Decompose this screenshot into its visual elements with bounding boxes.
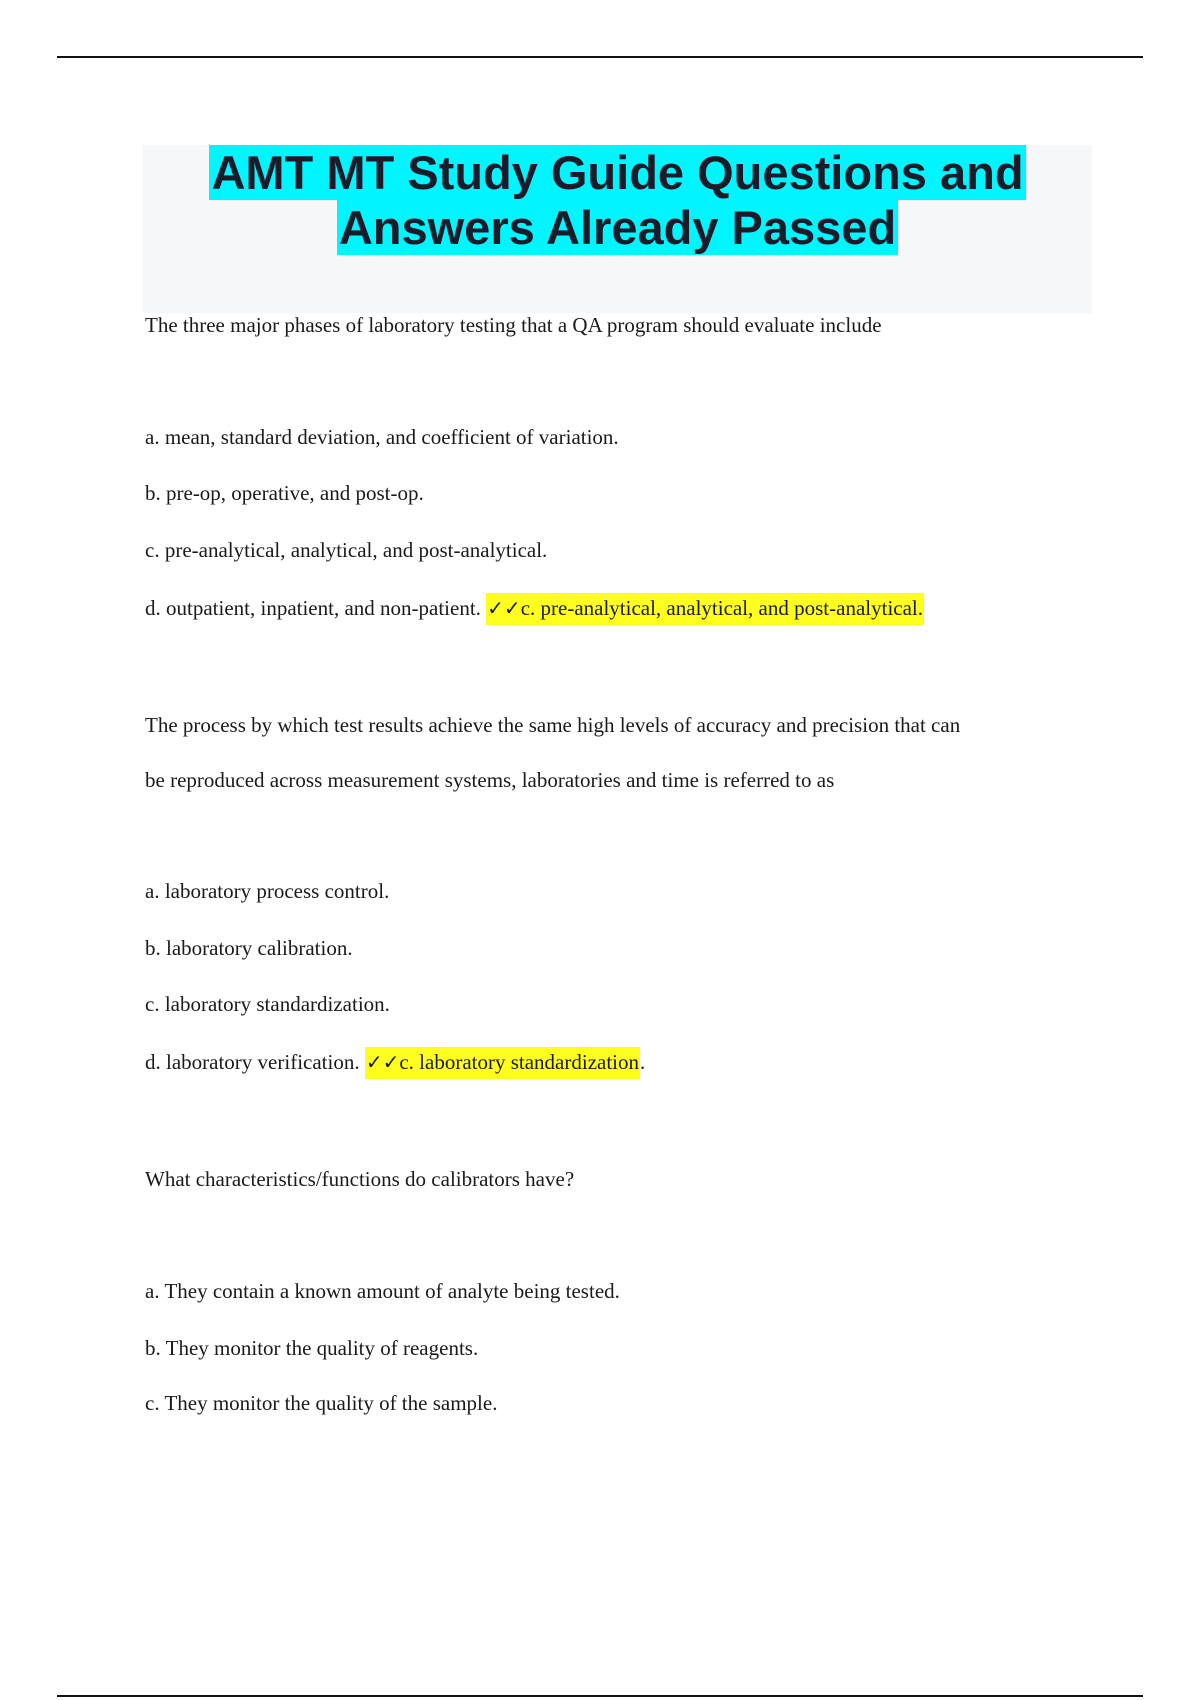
question-2-option-b: b. laboratory calibration. (145, 936, 353, 960)
question-2-option-a: a. laboratory process control. (145, 879, 390, 903)
question-1-stem: The three major phases of laboratory testing that a QA program should evaluate include (145, 313, 882, 337)
document-title (143, 145, 1092, 255)
question-1-option-a: a. mean, standard deviation, and coefficient of variation. (145, 425, 619, 449)
question-2-stem-line-1: The process by which test results achieve the same high levels of accuracy and precision that can (145, 713, 961, 737)
question-1-option-d: d. outpatient, inpatient, and non-patient. (145, 596, 481, 620)
question-2-answer (365, 1047, 640, 1079)
question-3-stem: What characteristics/functions do calibrators have? (145, 1167, 575, 1191)
question-1-option-b: b. pre-op, operative, and post-op. (145, 481, 424, 505)
question-2-stem-line-2: be reproduced across measurement systems, laboratories and time is referred to as (145, 768, 835, 792)
question-1-answer (486, 593, 924, 625)
title-line-1: AMT MT Study Guide Questions and (211, 146, 1024, 199)
double-check-icon: ✓✓ (487, 596, 521, 620)
question-2-answer-trailing: . (640, 1050, 646, 1074)
question-2-answer-text: c. laboratory standardization (399, 1050, 640, 1074)
question-3-option-a: a. They contain a known amount of analyte being tested. (145, 1279, 620, 1303)
top-rule (57, 56, 1143, 58)
question-2-option-d-row (145, 1049, 645, 1075)
title-line-2: Answers Already Passed (338, 201, 897, 254)
question-1-option-c: c. pre-analytical, analytical, and post-analytical. (145, 538, 548, 562)
bottom-rule (57, 1695, 1143, 1697)
question-2-option-c: c. laboratory standardization. (145, 992, 390, 1016)
double-check-icon: ✓✓ (365, 1050, 400, 1074)
question-1-option-d-row (145, 595, 924, 621)
question-1-answer-text: c. pre-analytical, analytical, and post-analytical. (520, 596, 923, 620)
question-3-option-b: b. They monitor the quality of reagents. (145, 1336, 479, 1360)
question-3-option-c: c. They monitor the quality of the sample. (145, 1391, 498, 1415)
question-2-option-d: d. laboratory verification. (145, 1050, 360, 1074)
